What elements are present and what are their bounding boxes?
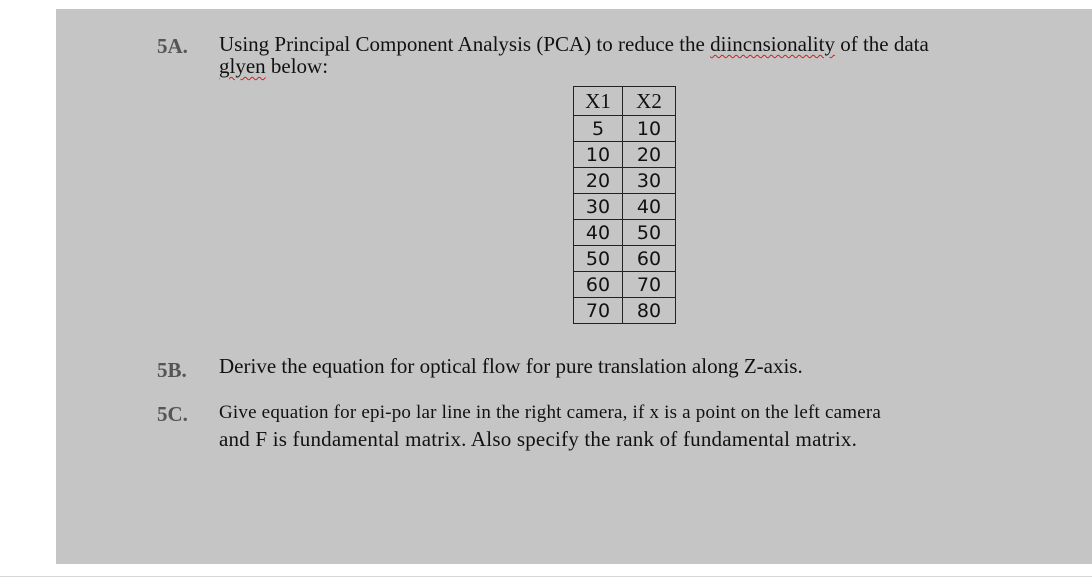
table-cell-x2: 30 xyxy=(623,168,676,194)
table-cell-x2: 40 xyxy=(623,194,676,220)
table-cell-x1: 60 xyxy=(574,272,623,298)
table-row xyxy=(574,194,676,220)
table-row xyxy=(574,116,676,142)
table-cell-x2: 20 xyxy=(623,142,676,168)
table-row xyxy=(574,142,676,168)
table-cell-x1: 5 xyxy=(574,116,623,142)
table-cell-x2: 50 xyxy=(623,220,676,246)
question-5a-number: 5A. xyxy=(157,34,188,58)
table-row xyxy=(574,168,676,194)
table-cell-x1: 40 xyxy=(574,220,623,246)
question-5a-line1-pre: Using Principal Component Analysis (PCA) to reduce the xyxy=(219,32,711,56)
data-table xyxy=(573,86,676,324)
table-header-row xyxy=(574,87,676,116)
misspelled-word-dimensionality: diincnsionality xyxy=(710,32,835,56)
column-header-x2: X2 xyxy=(623,87,676,116)
table-cell-x2: 10 xyxy=(623,116,676,142)
misspelled-word-given: glyen xyxy=(219,54,266,78)
table-row xyxy=(574,246,676,272)
table-row xyxy=(574,272,676,298)
question-5c-text xyxy=(219,400,881,454)
table-cell-x1: 20 xyxy=(574,168,623,194)
question-5a-line2-post: below: xyxy=(265,54,329,78)
table-cell-x1: 10 xyxy=(574,142,623,168)
question-5a-text xyxy=(219,33,929,77)
table-cell-x1: 30 xyxy=(574,194,623,220)
question-5c-number: 5C. xyxy=(157,402,188,426)
question-5a-line1-post: of the data xyxy=(834,32,929,56)
question-5b-text: Derive the equation for optical flow for pure translation along Z-axis. xyxy=(219,354,803,378)
table-cell-x2: 60 xyxy=(623,246,676,272)
question-5c-line1: Give equation for epi-po lar line in the right camera, if x is a point on the left camera xyxy=(219,402,881,423)
table-cell-x1: 50 xyxy=(574,246,623,272)
table-row xyxy=(574,298,676,324)
page-bottom-divider xyxy=(0,576,1092,577)
question-5b-number: 5B. xyxy=(157,358,187,382)
question-5c-line2: and F is fundamental matrix. Also specify the rank of fundamental matrix. xyxy=(219,427,858,451)
table-cell-x2: 70 xyxy=(623,272,676,298)
table-cell-x2: 80 xyxy=(623,298,676,324)
table-row xyxy=(574,220,676,246)
table-cell-x1: 70 xyxy=(574,298,623,324)
column-header-x1: X1 xyxy=(574,87,623,116)
